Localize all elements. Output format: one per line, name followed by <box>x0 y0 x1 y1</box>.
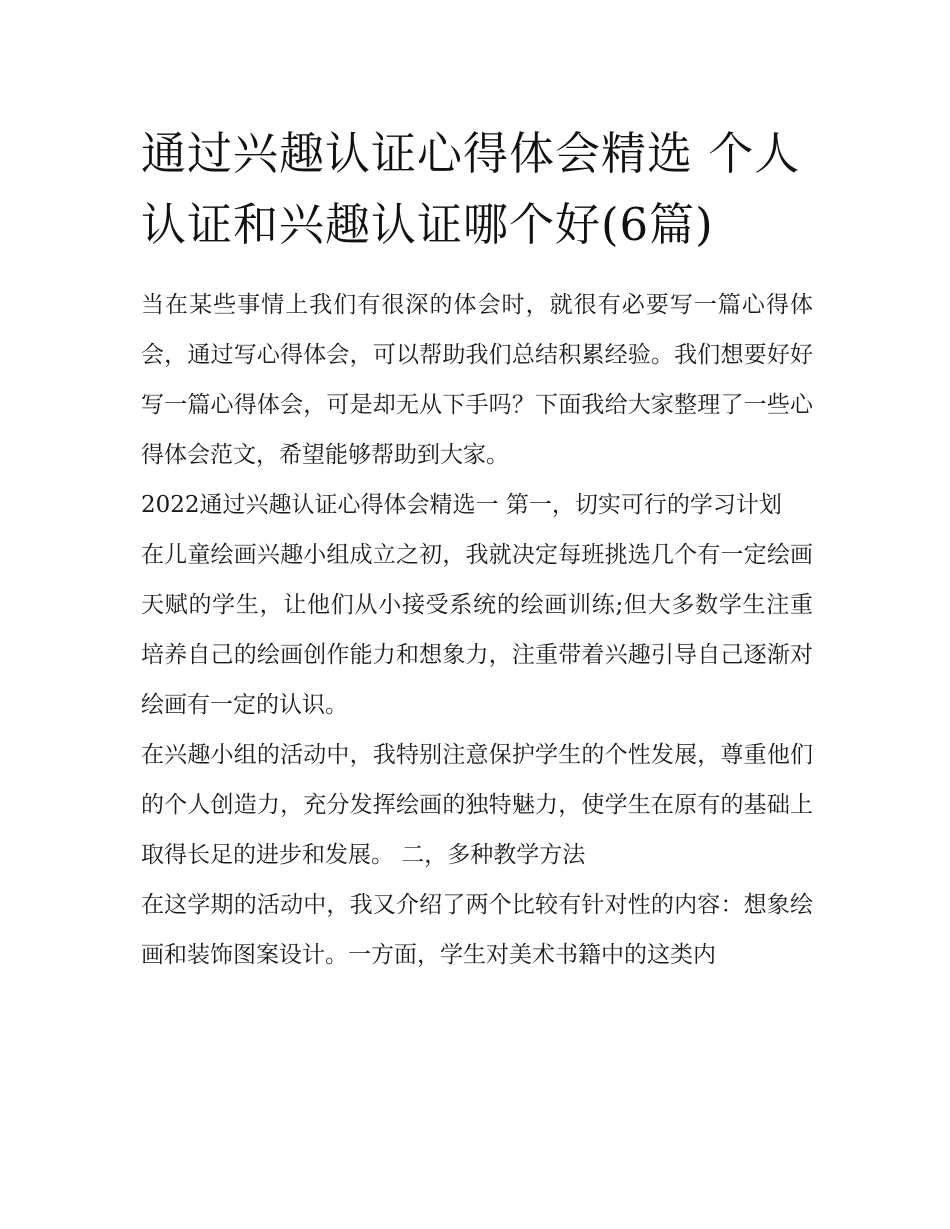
paragraph-intro: 当在某些事情上我们有很深的体会时，就很有必要写一篇心得体会，通过写心得体会，可以帮助我们总结积累经验。我们想要好好写一篇心得体会，可是却无从下手吗？下面我给大家整理了一些心得体会范文，希望能够帮助到大家。 <box>141 292 813 468</box>
document-title: 通过兴趣认证心得体会精选 个人认证和兴趣认证哪个好(6篇) <box>141 127 801 251</box>
paragraph-body: 在儿童绘画兴趣小组成立之初，我就决定每班挑选几个有一定绘画天赋的学生，让他们从小接受系统的绘画训练;但大多数学生注重培养自己的绘画创作能力和想象力，注重带着兴趣引导自己逐渐对绘画有一定的认识。 <box>141 542 813 718</box>
document-body <box>141 280 813 980</box>
paragraph-section-heading: 2022通过兴趣认证心得体会精选一 第一，切实可行的学习计划 <box>141 492 782 518</box>
paragraph-body: 在这学期的活动中，我又介绍了两个比较有针对性的内容：想象绘画和装饰图案设计。一方面，学生对美术书籍中的这类内 <box>141 892 813 968</box>
paragraph-body: 在兴趣小组的活动中，我特别注意保护学生的个性发展，尊重他们的个人创造力，充分发挥绘画的独特魅力，使学生在原有的基础上取得长足的进步和发展。 二，多种教学方法 <box>141 742 813 868</box>
document-page <box>141 118 813 980</box>
